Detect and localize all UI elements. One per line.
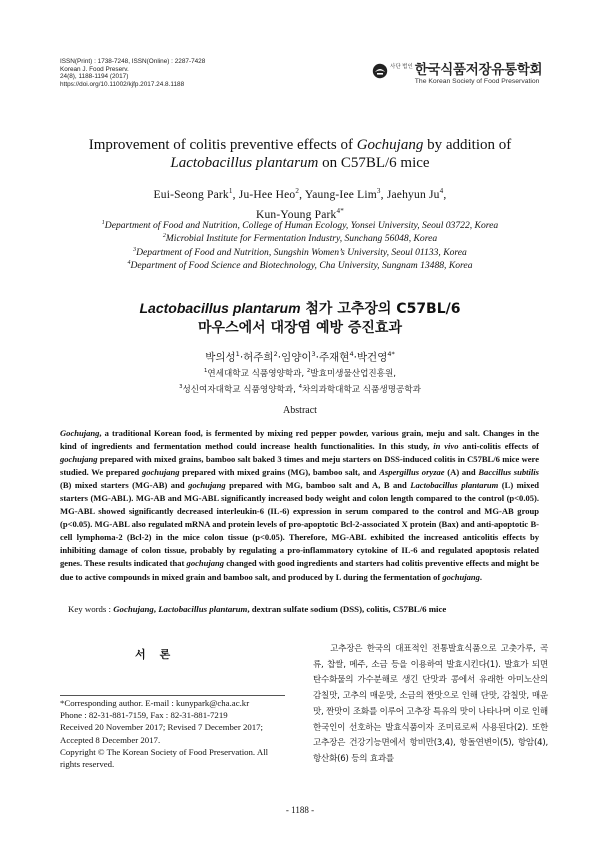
journal-name: Korean J. Food Preserv. [60,65,129,73]
author-ko: ·허주희 [239,351,274,364]
author-sup: 4 [439,187,444,195]
volume-pages: 24(8), 1188-1194 (2017) [60,73,129,81]
abstract-italic: in vivo [433,441,459,452]
affiliation-ko-line [0,381,600,397]
title-italic: Gochujang [356,137,424,153]
abstract-text: , a traditional Korean food, is fermented by mixing red pepper powder, various grain, meju and salt. Changes in the kind of ingredients and fermentation method could increase health functionalities. In this study, [60,428,539,452]
affiliation-sup: 2 [306,368,311,374]
affiliations-en [0,218,600,272]
introduction-body [313,642,548,768]
paper-title-ko [0,299,600,338]
affiliation-ko-text: 발효미생물산업진흥원, [310,368,397,379]
accepted-date: Accepted 8 December 2017. [60,734,161,745]
title-italic: Lactobacillus plantarum [170,155,319,171]
author-name: , Jaehyun Ju [380,188,440,201]
affiliation-text: Department of Food Science and Biotechnology, Cha University, Sungnam 13488, Korea [130,260,473,272]
society-logo-icon [372,63,388,79]
title-text: Improvement of colitis preventive effects of [88,137,357,153]
copyright: rights reserved. [60,759,115,770]
abstract-italic: Aspergillus oryzae [379,467,445,478]
affiliation-sup: 2 [162,233,166,240]
abstract-italic: gochujang [442,571,480,582]
author-name: , [443,188,447,201]
page-number: - 1188 - [285,805,315,815]
abstract-italic: gochujang [60,454,98,465]
title-ko-italic: Lactobacillus plantarum [139,300,301,316]
keywords [68,604,548,614]
affiliation-sup: 3 [133,246,137,253]
author-ko: ·임양이 [277,351,312,364]
affiliation-ko-text: 차의과학대학교 식품생명공학과 [301,384,421,395]
abstract-text: (L) mixed starters (MG-ABL). MG-AB and MG-ABL significantly increased body weight and colon length compared to the control (p<0.05). MG-ABL showed significantly decreased interleukin-6 (IL-6) expression in serum compared to the control and MG-AB group (p<0.05). MG-ABL also regulated mRNA and protein levels of pro-apoptotic Bcl-2-associated X protein (Bax) and anti-apoptotic B-cell lymphoma-2 (Bcl-2) in the mice colon tissue (p<0.05). Therefore, MG-ABL exhibited the increased anticolitis effects by inhibiting damage of colon tissue, probably by regulating a pro-inflammatory cytokine of IL-6 and regulated apoptosis related genes. These results indicated that [60,480,540,569]
affiliation-ko-line [0,365,600,381]
affiliation-sup: 4 [298,383,302,390]
affiliation-text: Department of Food and Nutrition, Sungshin Women’s University, Seoul 01133, Korea [136,246,467,258]
contact-phone: Phone : 82-31-881-7159, Fax : 82-31-881-7219 [60,710,228,721]
author-ko: ·주재현 [315,351,350,364]
authors-ko [0,347,600,366]
title-ko-text: 마우스에서 대장염 예방 증진효과 [198,320,402,336]
abstract-italic: Lactobacillus plantarum [410,480,499,491]
affiliation-sup: 3 [179,383,183,390]
corresponding-author: *Corresponding author. E-mail : kunypark@cha.ac.kr [60,698,250,708]
author-sup: 2 [295,187,300,195]
author-name: , Ju-Hee Heo [232,188,296,201]
author-sup: 1 [228,187,233,195]
abstract-text: (B) mixed starters (MG-AB) and [60,480,189,491]
paper-title-en [0,136,600,172]
affiliation-line [0,218,600,231]
doi-link[interactable]: https://doi.org/10.11002/kjfp.2017.24.8.1188 [60,80,185,88]
affiliation-sup: 4 [127,260,131,267]
abstract-italic: Baccillus subtilis [478,467,539,478]
author-ko-sup: 3 [311,350,316,358]
affiliation-line [0,258,600,271]
keywords-label: Key words : [68,604,114,614]
affiliation-line [0,245,600,258]
copyright: Copyright © The Korean Society of Food Preservation. All [60,746,269,757]
society-name-ko: 한국식품저장유통학회 [414,62,543,78]
author-sup: 3 [376,187,381,195]
abstract-italic: gochujang [141,467,180,478]
society-small-label: 사단 법인 [390,64,413,70]
author-ko-sup: 1 [235,350,240,358]
abstract-text: . [479,571,483,582]
affiliation-sup: 1 [203,368,208,374]
correspondence-footnote [60,697,290,770]
issn-line: ISSN(Print) : 1738-7248, ISSN(Online) : 2287-7428 [60,58,206,65]
abstract-text: anti-colitis effects of [458,441,540,452]
author-ko: 박의성 [205,351,236,364]
footnote-divider [60,695,285,696]
title-text: by addition of [423,137,512,153]
abstract-text: prepared with mixed grains, bamboo salt baked 3 times and meju starters on DSS-induced colitis in C57BL/6 mice were studied. We prepared [60,454,539,478]
affiliation-line [0,231,600,244]
author-name: Eui-Seong Park [153,188,229,201]
author-ko: ·박건영 [353,351,388,364]
abstract-text: prepared with MG, bamboo salt and A, B and [225,480,411,491]
abstract-text: changed with good ingredients and starters had colitis preventive effects and might be due to active compounds in mixed grain and bamboo salt, and produced by L during the fermentation of [60,558,539,582]
introduction-paragraph: 고추장은 한국의 대표적인 전통발효식품으로 고춧가루, 곡류, 찹쌀, 메주, 소금 등을 이용하여 발효시킨다(1). 발효가 되면 탄수화물의 가수분해로 생긴 단맛과 콩에서 유래한 아미노산의 감칠맛, 고추의 매운맛, 소금의 짠맛으로 인해 단맛, 감칠맛, 매운맛, 짠맛이 조화를 이루어 고추장 특유의 맛이 나타나며 이로 인해 한국인이 선호하는 발효식품이자 조미료로써 사용된다(2). 또한 고추장은 건강기능면에서 항비만(3,4), 항돌연변이(5), 항암(4), 항산화(6) 등의 효과를 [313,644,548,764]
title-text: on C57BL/6 mice [318,155,430,171]
affiliation-ko-text: 연세대학교 식품영양학과, [207,368,307,379]
author-name: Kun-Young Park [255,208,337,221]
received-date: Received 20 November 2017; Revised 7 December 2017; [60,722,264,733]
affiliation-text: Department of Food and Nutrition, College of Human Ecology, Yonsei University, Seoul 03722, Korea [104,220,499,232]
authors-en [0,183,600,223]
section-heading-introduction: 서론 [135,648,185,661]
affiliation-ko-text: 성신여자대학교 식품영양학과, [182,384,299,395]
author-sup: 4* [336,206,345,215]
author-ko-sup: 2 [273,350,278,358]
journal-info [60,58,205,88]
abstract-italic: gochujang [188,480,226,491]
affiliation-text: Microbial Institute for Fermentation Industry, Sunchang 56048, Korea [165,233,438,245]
society-header [372,62,542,98]
keyword: Gochujang [113,604,154,614]
abstract-italic: gochujang [186,558,225,569]
author-name: , Yaung-Iee Lim [299,188,377,201]
affiliations-ko [0,365,600,397]
abstract-body [60,427,539,584]
abstract-text: prepared with mixed grains (MG), bamboo salt, and [179,467,380,478]
keyword-sep: , [153,604,159,614]
author-ko-sup: 4 [349,350,354,358]
abstract-heading: Abstract [283,405,317,416]
author-ko-sup: 4* [387,350,395,358]
keyword: Lactobacillus plantarum [158,604,248,614]
abstract-text: (A) and [444,467,479,478]
keyword: , dextran sulfate sodium (DSS), colitis, C57BL/6 mice [247,604,447,614]
title-ko-text: 첨가 고추장의 C57BL/6 [300,301,461,317]
abstract-italic: Gochujang [60,428,100,438]
affiliation-sup: 1 [101,220,105,226]
society-name-en: The Korean Society of Food Preservation [414,78,540,85]
